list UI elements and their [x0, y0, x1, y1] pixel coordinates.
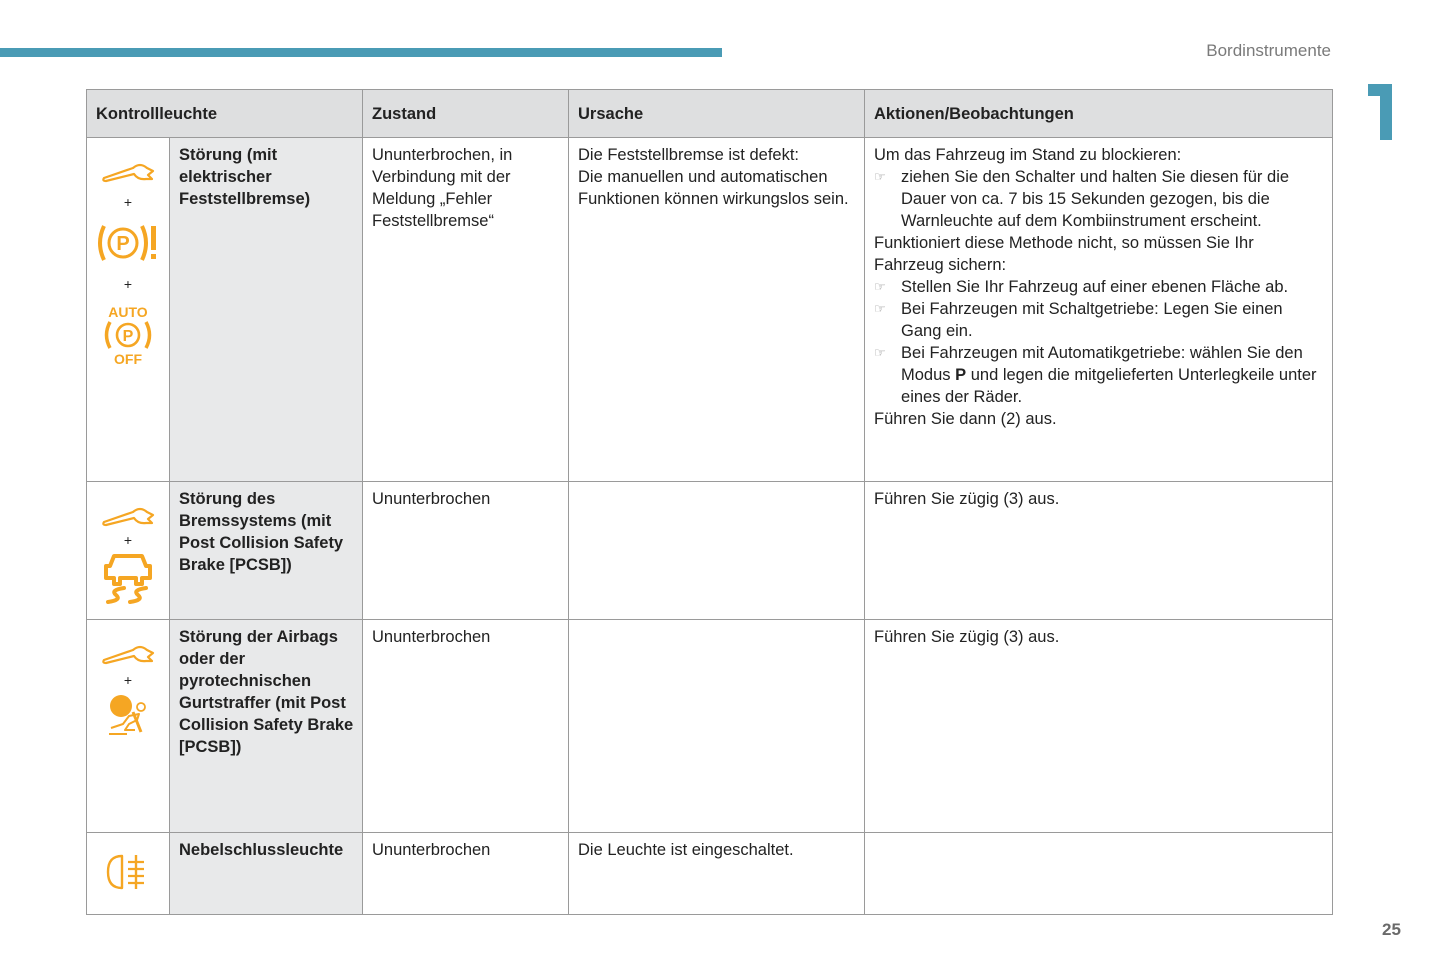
- action-cell: [865, 833, 1333, 915]
- cause-cell: [569, 482, 865, 620]
- page-number: 25: [1382, 920, 1401, 939]
- warning-name: Nebelschlussleuchte: [170, 833, 363, 915]
- state-cell: Ununterbrochen: [363, 620, 569, 833]
- svg-text:P: P: [116, 233, 130, 255]
- icon-cell: [87, 138, 170, 482]
- pointing-hand-icon: ☞: [874, 279, 886, 294]
- plus-sign: +: [123, 532, 133, 548]
- col-header-aktionen: Aktionen/Beobachtungen: [865, 90, 1333, 138]
- icon-cell: [87, 833, 170, 915]
- chapter-number-marker: [1366, 84, 1394, 140]
- airbag-icon: [105, 694, 151, 736]
- table-row: [87, 138, 1333, 482]
- wrench-icon: [100, 502, 156, 528]
- action-cell: [865, 138, 1333, 482]
- action-intro: Um das Fahrzeug im Stand zu blockieren:: [874, 146, 1182, 164]
- parking-brake-warning-icon: [96, 222, 160, 264]
- col-header-zustand: Zustand: [363, 90, 569, 138]
- action-cell: Führen Sie zügig (3) aus.: [865, 620, 1333, 833]
- plus-sign: +: [123, 276, 133, 292]
- plus-sign: +: [123, 194, 133, 210]
- col-header-kontrollleuchte: Kontrollleuchte: [87, 90, 363, 138]
- action-item: ☞ Stellen Sie Ihr Fahrzeug auf einer ebenen Fläche ab.: [874, 278, 1289, 296]
- icon-cell: [87, 620, 170, 833]
- cause-line: Die manuellen und automatischen Funktionen können wirkungslos sein.: [578, 168, 849, 208]
- pointing-hand-icon: ☞: [874, 301, 886, 316]
- warning-name: Störung der Airbags oder der pyrotechnischen Gurtstraffer (mit Post Collision Safety Brake [PCSB]): [170, 620, 363, 833]
- action-middle: Funktioniert diese Methode nicht, so müssen Sie Ihr Fahrzeug sichern:: [874, 234, 1254, 274]
- svg-text:P: P: [122, 328, 134, 345]
- action-outro: Führen Sie dann (2) aus.: [874, 410, 1057, 428]
- warning-name: Störung des Bremssystems (mit Post Collision Safety Brake [PCSB]): [170, 482, 363, 620]
- svg-text:AUTO: AUTO: [108, 304, 148, 320]
- warning-name: Störung (mit elektrischer Feststellbremse): [170, 138, 363, 482]
- plus-sign: +: [123, 672, 133, 688]
- pointing-hand-icon: ☞: [874, 345, 886, 360]
- table-row: [87, 482, 1333, 620]
- table-header-row: [87, 90, 1333, 138]
- action-item: ☞ Bei Fahrzeugen mit Automatikgetriebe: wählen Sie den Modus P und legen die mitgelieferten Unterlegkeile unter eines der Räder.: [874, 344, 1317, 406]
- svg-text:OFF: OFF: [114, 351, 142, 366]
- section-title: Bordinstrumente: [1206, 41, 1331, 60]
- action-cell: Führen Sie zügig (3) aus.: [865, 482, 1333, 620]
- state-cell: Ununterbrochen: [363, 482, 569, 620]
- action-item: ☞ Bei Fahrzeugen mit Schaltgetriebe: Legen Sie einen Gang ein.: [874, 300, 1283, 340]
- wrench-icon: [100, 158, 156, 184]
- pointing-hand-icon: ☞: [874, 169, 886, 184]
- cause-cell: [569, 138, 865, 482]
- cause-cell: Die Leuchte ist eingeschaltet.: [569, 833, 865, 915]
- car-skid-icon: [102, 552, 154, 606]
- table-row: [87, 833, 1333, 915]
- action-list: [874, 166, 1326, 232]
- icon-cell: [87, 482, 170, 620]
- col-header-ursache: Ursache: [569, 90, 865, 138]
- table-row: [87, 620, 1333, 833]
- cause-line: Die Feststellbremse ist defekt:: [578, 146, 800, 164]
- header-accent-bar: [0, 48, 722, 57]
- rear-fog-light-icon: [106, 853, 150, 891]
- state-cell: Ununterbrochen: [363, 833, 569, 915]
- cause-cell: [569, 620, 865, 833]
- action-item: ☞ ziehen Sie den Schalter und halten Sie diesen für die Dauer von ca. 7 bis 15 Sekunden gezogen, bis die Warnleuchte auf dem Kombiinstrument erscheint.: [874, 168, 1290, 230]
- auto-parking-brake-off-icon: [102, 304, 154, 366]
- wrench-icon: [100, 640, 156, 666]
- state-cell: Ununterbrochen, in Verbindung mit der Meldung „Fehler Feststellbremse“: [363, 138, 569, 482]
- action-list: [874, 276, 1326, 408]
- warning-lights-table: [86, 89, 1333, 915]
